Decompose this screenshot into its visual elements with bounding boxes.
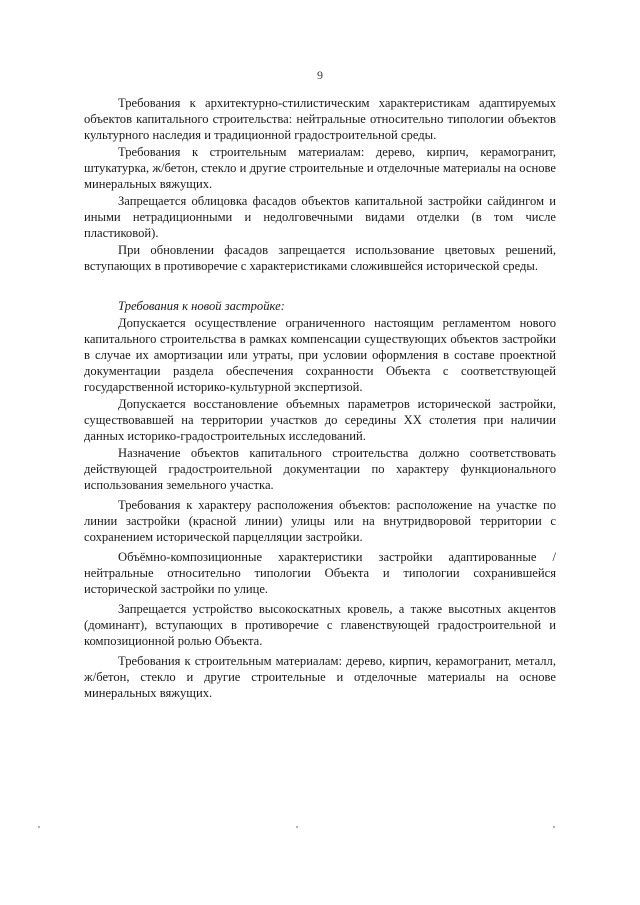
paragraph-architectural-requirements: Требования к архитектурно-стилистическим характеристикам адаптируемых объектов капитального строительства: нейтральные относительно типологии объектов культурного наследия и традиционной градостроительной среды. <box>84 96 556 142</box>
scan-speck <box>38 826 40 828</box>
scan-specks <box>0 826 640 832</box>
paragraph-volume-restoration: Допускается восстановление объемных параметров исторической застройки, существовавшей на территории участков до середины XX столетия при наличии данных историко-градостроительных исследований. <box>84 397 556 443</box>
document-body <box>84 95 556 701</box>
scan-speck <box>553 826 555 828</box>
paragraph-roof-prohibition: Запрещается устройство высокоскатных кровель, а также высотных акцентов (доминант), вступающих в противоречие с главенствующей градостроительной и композиционной ролью Объекта. <box>84 602 556 648</box>
paragraph-facade-color-prohibition: При обновлении фасадов запрещается использование цветовых решений, вступающих в противоречие с характеристиками сложившейся исторической среды. <box>84 243 556 273</box>
paragraph-new-materials-requirements: Требования к строительным материалам: дерево, кирпич, керамогранит, металл, ж/бетон, стекло и другие строительные и отделочные материалы на основе минеральных вяжущих. <box>84 654 556 700</box>
paragraph-new-construction-allowed: Допускается осуществление ограниченного настоящим регламентом нового капитального строительства в рамках компенсации существующих объектов застройки в случае их амортизации или утраты, при условии оформления в составе проектной документации раздела обеспечения сохранности Объекта с соответствующей государственной историко-культурной экспертизой. <box>84 316 556 394</box>
scan-speck <box>296 826 298 828</box>
section-heading-new-construction: Требования к новой застройке: <box>118 299 285 313</box>
paragraph-placement-requirements: Требования к характеру расположения объектов: расположение на участке по линии застройки (красной линии) улицы или на внутридворовой территории с сохранением исторической парцелляции застройки. <box>84 498 556 544</box>
paragraph-volume-composition: Объёмно-композиционные характеристики застройки адаптированные /нейтральные относительно типологии Объекта и типологии сохранившейся исторической застройки по улице. <box>84 550 556 596</box>
paragraph-building-purpose: Назначение объектов капитального строительства должно соответствовать действующей градостроительной документации по характеру функционального использования земельного участка. <box>84 446 556 492</box>
page-number: 9 <box>317 68 323 82</box>
paragraph-facade-cladding-prohibition: Запрещается облицовка фасадов объектов капитальной застройки сайдингом и иными нетрадиционными и недолговечными видами отделки (в том числе пластиковой). <box>84 194 556 240</box>
paragraph-materials-requirements: Требования к строительным материалам: дерево, кирпич, керамогранит, штукатурка, ж/бетон, стекло и другие строительные и отделочные материалы на основе минеральных вяжущих. <box>84 145 556 191</box>
